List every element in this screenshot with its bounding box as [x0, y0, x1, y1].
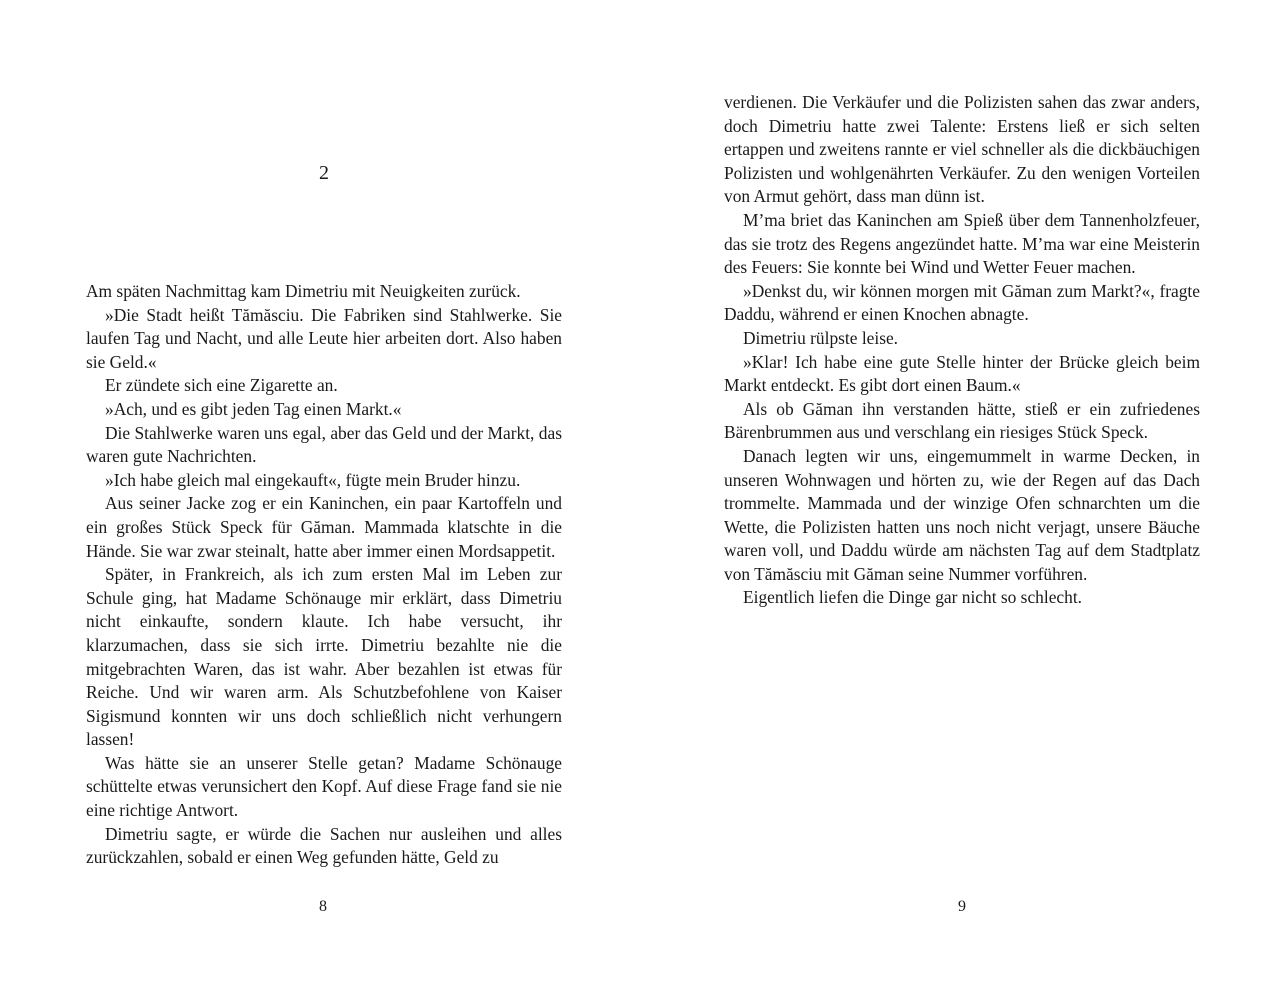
paragraph: Eigentlich liefen die Dinge gar nicht so schlecht. — [743, 587, 1083, 608]
paragraph: M’ma briet das Kaninchen am Spieß über dem Tannenholzfeuer, das sie trotz des Regens angezündet hatte. M’ma war eine Meisterin des Feuers: Sie konnte bei Wind und Wetter Feuer machen. — [724, 209, 1200, 278]
page-number: 9 — [958, 898, 966, 915]
paragraph: verdienen. Die Verkäufer und die Polizisten sahen das zwar anders, doch Dimetriu hatte zwei Talente: Erstens ließ er sich selten ertappen und zweitens rannte er viel schneller als die dickbäuchigen Polizisten und wohlgenährten Verkäufer. Zu den wenigen Vorteilen von Armut gehört, dass man dünn ist. — [724, 92, 1200, 207]
paragraph: Als ob Găman ihn verstanden hätte, stieß er ein zufriedenes Bärenbrummen aus und verschlang ein riesiges Stück Speck. — [724, 398, 1200, 443]
paragraph: Danach legten wir uns, eingemummelt in warme Decken, in unseren Wohnwagen und hörten zu, wie der Regen auf das Dach trommelte. Mammada und der winzige Ofen schnarchten um die Wette, die Polizisten hatten uns noch nicht verjagt, unsere Bäuche waren voll, und Daddu würde am nächsten Tag auf dem Stadtplatz von Tămăsciu mit Găman seine Nummer vorführen. — [724, 445, 1200, 584]
right-page — [642, 0, 1285, 1000]
paragraph: »Ach, und es gibt jeden Tag einen Markt.« — [105, 398, 402, 419]
paragraph: »Klar! Ich habe eine gute Stelle hinter der Brücke gleich beim Markt entdeckt. Es gibt dort einen Baum.« — [724, 351, 1200, 396]
paragraph: »Denkst du, wir können morgen mit Găman zum Markt?«, fragte Daddu, während er einen Knochen abnagte. — [724, 280, 1200, 325]
paragraph: Dimetriu rülpste leise. — [743, 327, 899, 348]
page-number: 8 — [319, 898, 327, 915]
paragraph: Dimetriu sagte, er würde die Sachen nur ausleihen und alles zurückzahlen, sobald er einen Weg gefunden hätte, Geld zu — [86, 823, 562, 868]
left-page-text — [86, 280, 562, 870]
paragraph: »Ich habe gleich mal eingekauft«, fügte mein Bruder hinzu. — [105, 469, 521, 490]
right-page-text — [724, 91, 1200, 610]
paragraph: Er zündete sich eine Zigarette an. — [105, 375, 338, 396]
paragraph: Die Stahlwerke waren uns egal, aber das Geld und der Markt, das waren gute Nachrichten. — [86, 422, 562, 467]
paragraph: Am späten Nachmittag kam Dimetriu mit Neuigkeiten zurück. — [86, 281, 521, 301]
paragraph: »Die Stadt heißt Tămăsciu. Die Fabriken sind Stahlwerke. Sie laufen Tag und Nacht, und alle Leute hier arbeiten dort. Also haben sie Geld.« — [86, 304, 562, 372]
paragraph: Was hätte sie an unserer Stelle getan? Madame Schönauge schüttelte etwas verunsichert den Kopf. Auf diese Frage fand sie nie eine richtige Antwort. — [86, 752, 562, 821]
paragraph: Aus seiner Jacke zog er ein Kaninchen, ein paar Kartoffeln und ein großes Stück Speck für Găman. Mammada klatschte in die Hände. Sie war zwar steinalt, hatte aber immer einen Mordsappetit. — [86, 493, 562, 561]
left-page — [0, 0, 642, 1000]
chapter-number: 2 — [319, 162, 329, 184]
paragraph: Später, in Frankreich, als ich zum ersten Mal im Leben zur Schule ging, hat Madame Schönauge mir erklärt, dass Dimetriu nicht einkaufte, sondern klaute. Ich habe versucht, ihr klarzumachen, dass sie sich irrte. Dimetriu bezahlte nie die mitgebrachten Waren, das ist wahr. Aber bezahlen ist etwas für Reiche. Und wir waren arm. Als Schutzbefohlene von Kaiser Sigismund konnten wir uns doch schließlich nicht verhungern lassen! — [86, 564, 562, 750]
